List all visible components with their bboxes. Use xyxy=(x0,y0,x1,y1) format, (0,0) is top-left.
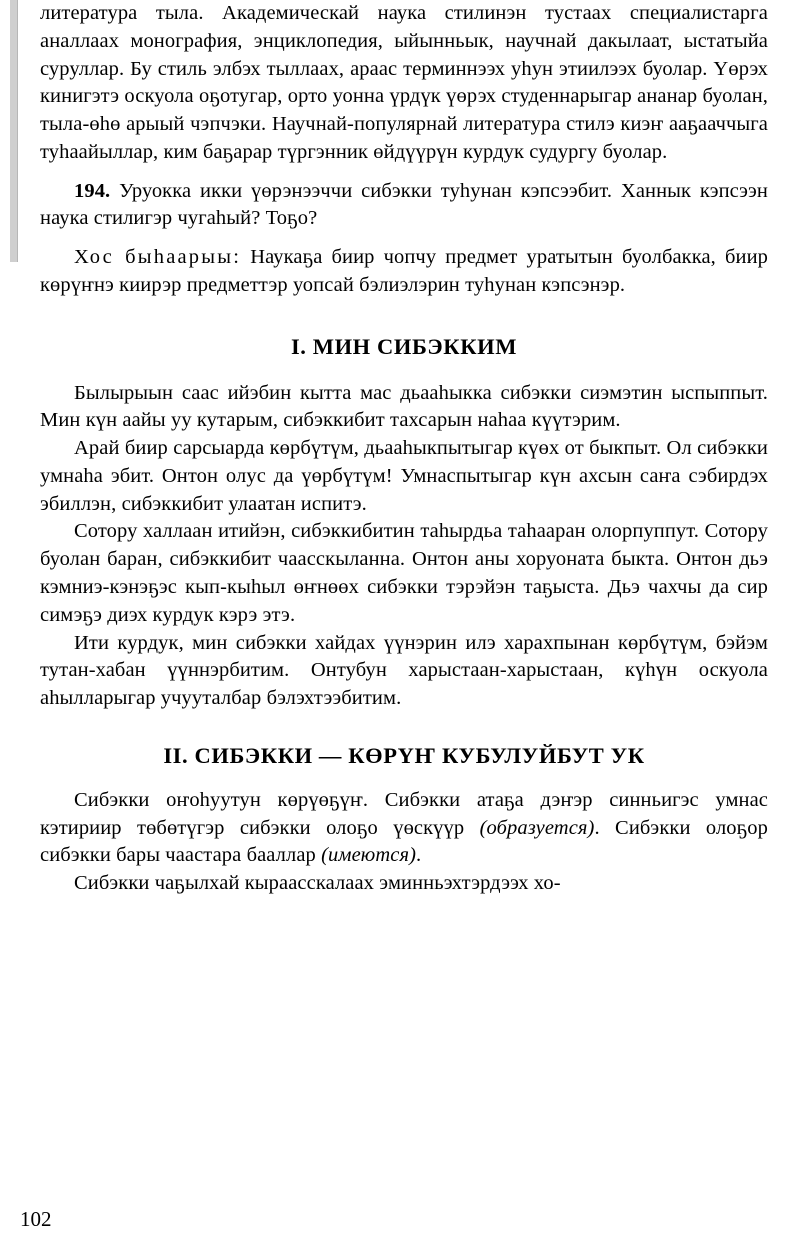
page-content xyxy=(40,0,768,898)
hint-block xyxy=(40,244,768,300)
russian-gloss: (имеются) xyxy=(321,844,416,867)
page-number: 102 xyxy=(20,1207,52,1231)
scan-artifact-bar xyxy=(10,0,18,262)
exercise-194 xyxy=(40,178,768,234)
section-1-paragraph-1: Былырыын саас ийэбин кытта мас дьааһыкка сибэкки сиэмэтин ыспыппыт. Мин күн аайы уу кутарым, сибэккибит тахсарын наһаа күүтэрим. xyxy=(40,381,768,432)
exercise-number: 194. xyxy=(74,179,111,202)
hint-label: Хос быһаарыы: xyxy=(74,246,242,269)
exercise-text: Уруокка икки үөрэнээччи сибэкки туһунан кэпсээбит. Ханнык кэпсээн наука стилигэр чугаһый? Тоҕо? xyxy=(40,179,768,230)
section-2-paragraph-1: Сибэкки оҥоһуутун көрүөҕүҥ. Сибэкки атаҕа дэҥэр синньигэс умнас кэтириир төбөтүгэр сибэкки олоҕо үөскүүр (образуется). Сибэкки олоҕор сибэкки бары чаастара бааллар (имеются). xyxy=(40,788,768,867)
hint-text: Наукаҕа биир чопчу предмет уратытын буолбакка, биир көрүҥнэ киирэр предметтэр уопсай бэлиэлэрин туһунан кэпсэнэр. xyxy=(40,246,769,296)
section-1-heading: I. МИН СИБЭККИМ xyxy=(290,333,518,359)
section-1-paragraph-3: Сотору халлаан итийэн, сибэккибитин таһырдьа таһааран олорпуппут. Сотору буолан баран, сибэккибит чаасскыланна. Онтон аны хоруоната быкта. Онтон дьэ кэмниэ-кэнэҕэс кып-кыһыл өҥнөөх сибэкки тэрэйэн таҕыста. Дьэ чахчы да сир симэҕэ диэх курдук кэрэ этэ. xyxy=(40,520,768,626)
section-2-heading: II. СИБЭККИ — КӨРҮҤ КУБУЛУЙБУТ УК xyxy=(163,742,645,768)
section-1-paragraph-4: Ити курдук, мин сибэкки хайдах үүнэрин илэ харахпынан көрбүтүм, бэйэм тутан-хабан үүннэрбитим. Онтубун харыстаан-харыстаан, күһүн оскуола аһылларыгар учууталбар бэлэхтээбитим. xyxy=(40,631,768,710)
section-1-paragraph-2: Арай биир сарсыарда көрбүтүм, дьааһыкпытыгар күөх от быкпыт. Ол сибэкки умнаһа эбит. Онтон олус да үөрбүтүм! Умнаспытыгар күн ахсын саҥа сэбирдэх эбиллэн, сибэккибит улаатан испитэ. xyxy=(40,437,768,515)
section-2-paragraph-2: Сибэкки чаҕылхай кыраасскалаах эминньэхтэрдээх хо- xyxy=(74,872,561,895)
russian-gloss: (образуется) xyxy=(479,816,595,839)
paragraph-continued: литература тыла. Академическай наука стилинэн тустаах специалистарга аналлаах монография, энциклопедия, ыйынньык, научнай дакылаат, ыстатыйа суруллар. Бу стиль элбэх тыллаах, араас терминнээх уһун этиилээх буолар. Үөрэх кинигэтэ оскуола оҕотугар, орто уонна үрдүк үөрэх студеннарыгар ананар буолан, тыла-өһө арыый чэпчэки. Научнай-популярнай литература стилэ киэҥ ааҕааччыга туһаайыллар, ким баҕарар түргэнник өйдүүрүн курдук судургу буолар. xyxy=(40,2,768,163)
